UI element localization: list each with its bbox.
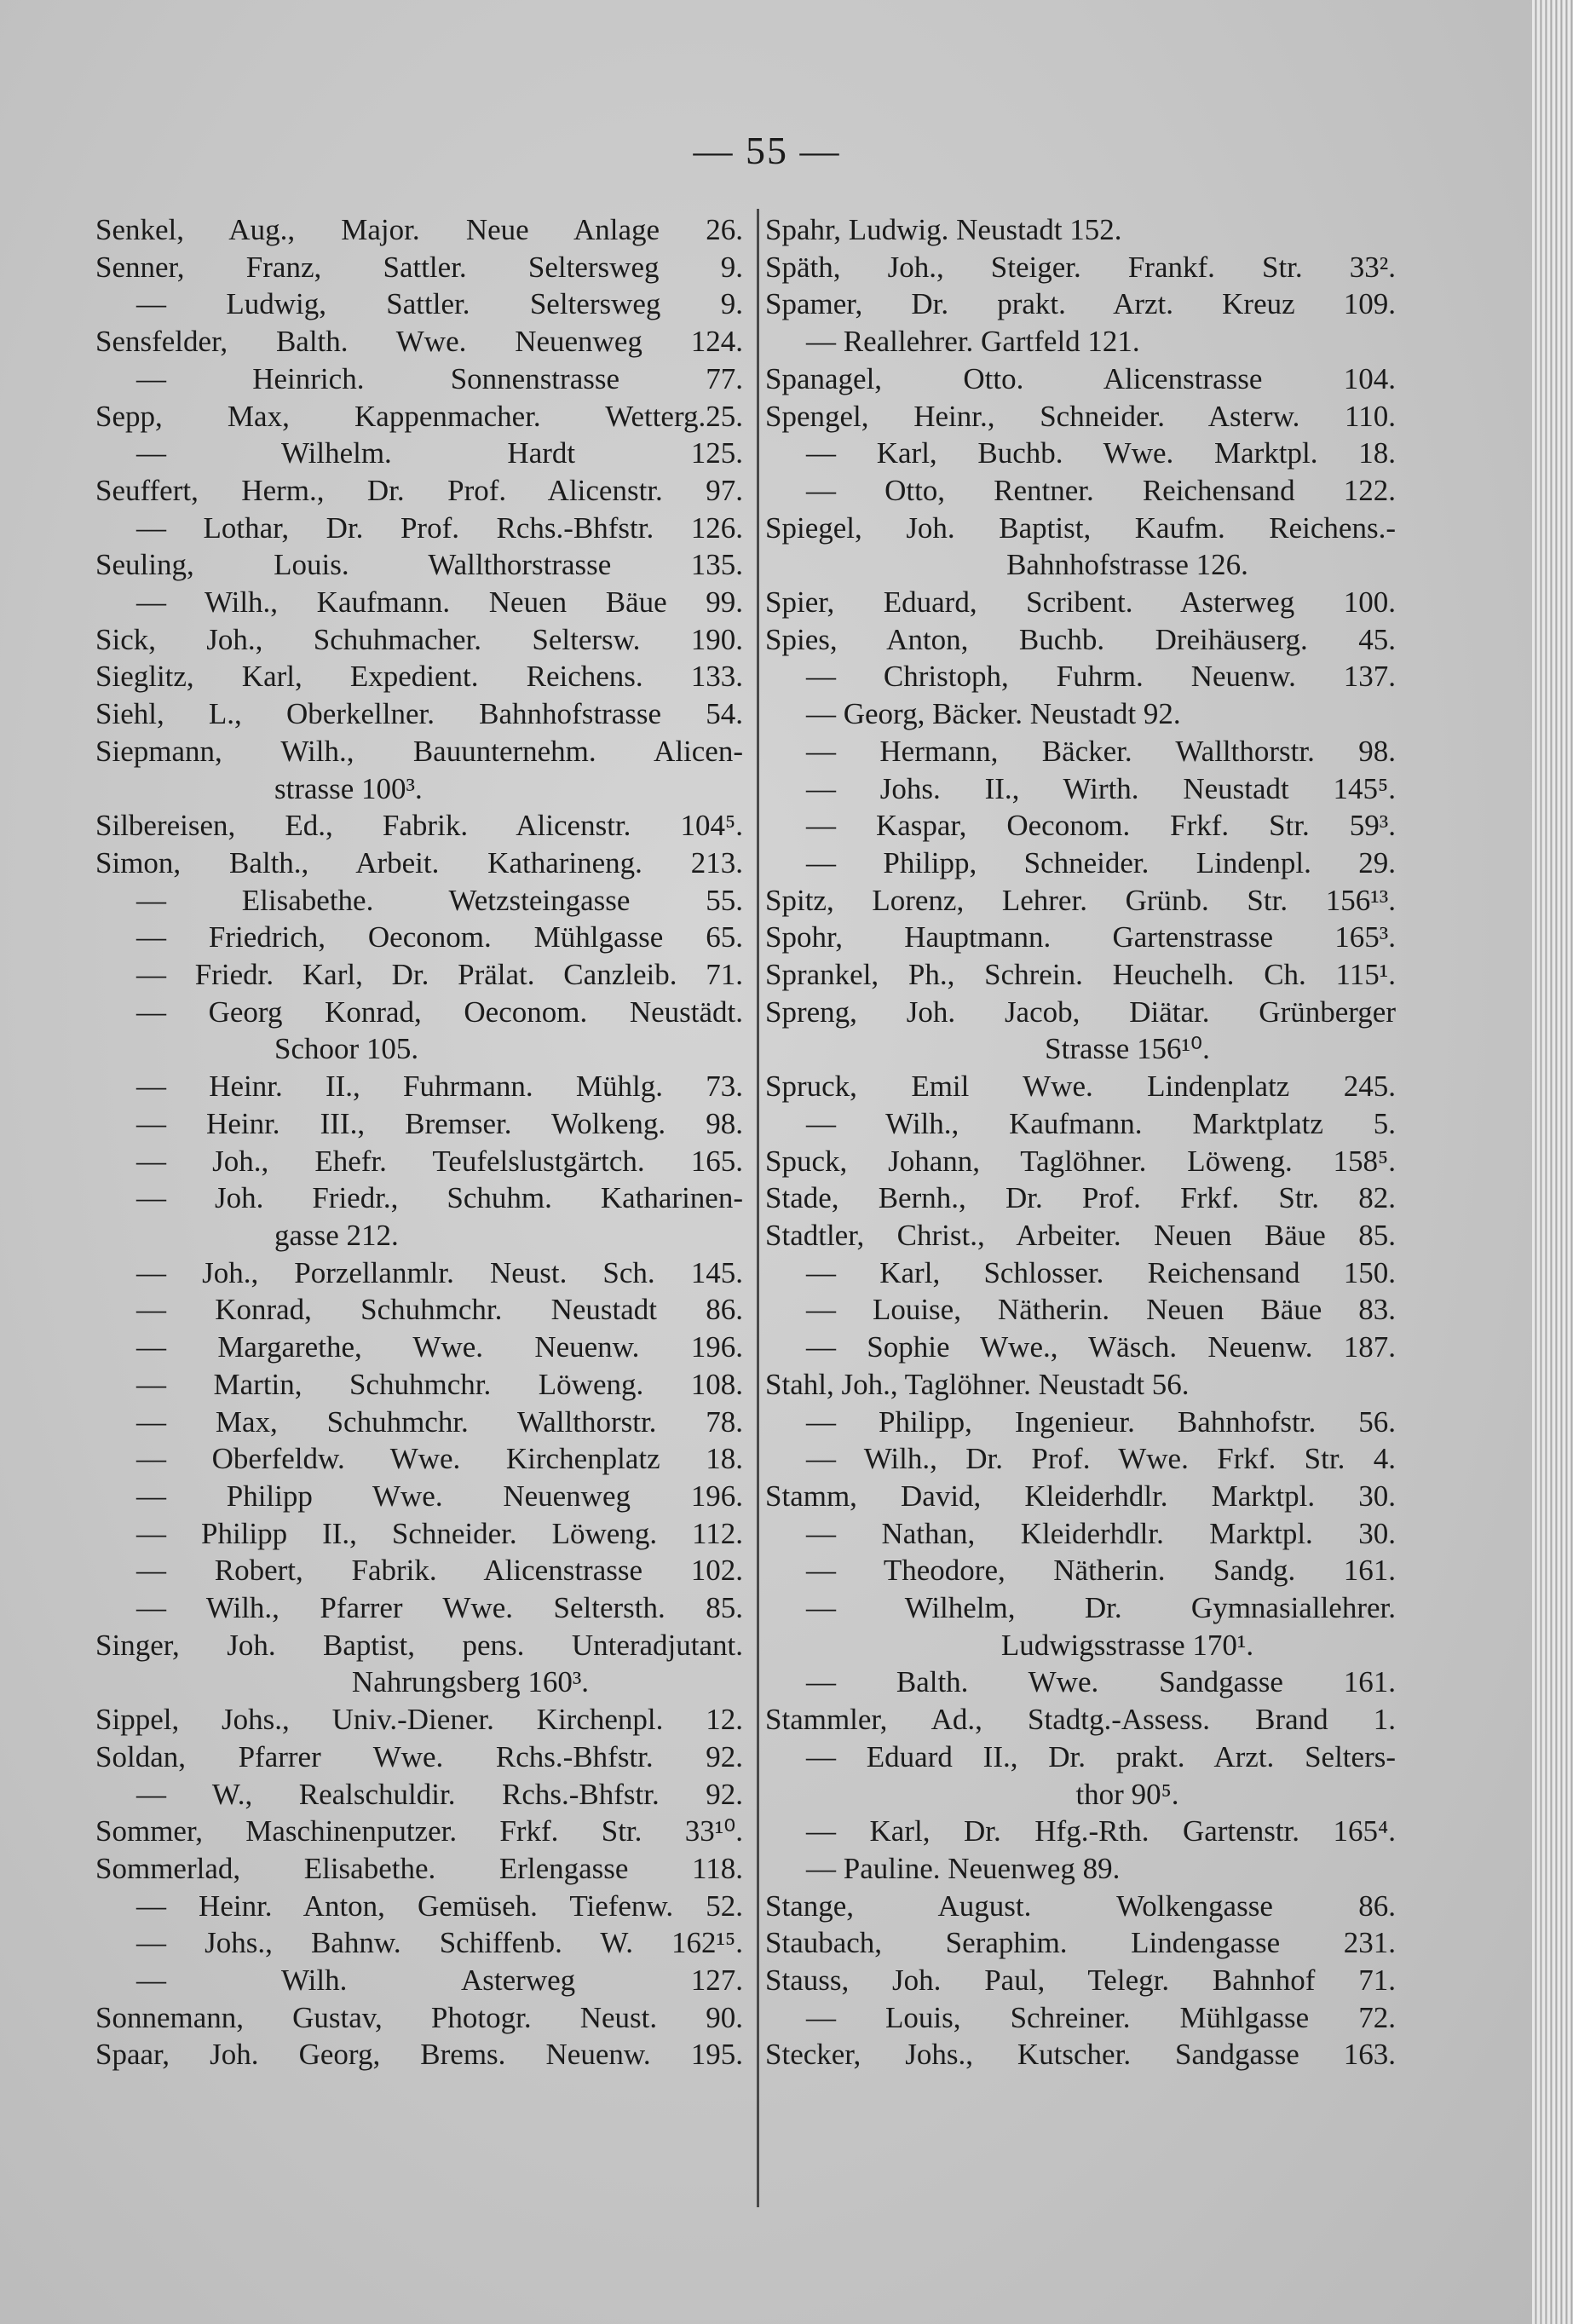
directory-entry: — Pauline. Neuenweg 89. (806, 1851, 1121, 1885)
directory-entry: — Oberfeldw. Wwe. Kirchenplatz 18. (136, 1442, 743, 1476)
directory-entry: — Heinrich. Sonnenstrasse 77. (136, 361, 743, 395)
directory-entry: — Wilhelm. Hardt 125. (136, 436, 743, 470)
directory-entry: Spengel, Heinr., Schneider. Asterw. 110. (765, 399, 1396, 433)
directory-entry: — Balth. Wwe. Sandgasse 161. (806, 1665, 1396, 1699)
directory-entry: — Philipp, Ingenieur. Bahnhofstr. 56. (806, 1404, 1396, 1439)
directory-entry: — Georg, Bäcker. Neustadt 92. (806, 697, 1181, 731)
directory-entry: Singer, Joh. Baptist, pens. Unteradjutant. (95, 1628, 743, 1662)
directory-entry: Staubach, Seraphim. Lindengasse 231. (765, 1926, 1396, 1960)
directory-entry: Spohr, Hauptmann. Gartenstrasse 165³. (765, 920, 1396, 954)
directory-entry: — Philipp, Schneider. Lindenpl. 29. (806, 845, 1396, 879)
page-edge (1532, 0, 1573, 2324)
directory-entry: — Philipp II., Schneider. Löweng. 112. (136, 1516, 743, 1550)
directory-entry: Späth, Joh., Steiger. Frankf. Str. 33². (765, 250, 1396, 284)
directory-entry: Soldan, Pfarrer Wwe. Rchs.-Bhfstr. 92. (95, 1739, 743, 1773)
directory-entry: Stadtler, Christ., Arbeiter. Neuen Bäue 85. (765, 1218, 1396, 1252)
directory-entry: — Heinr. II., Fuhrmann. Mühlg. 73. (136, 1070, 743, 1104)
directory-entry: Spanagel, Otto. Alicenstrasse 104. (765, 361, 1396, 395)
directory-entry: — Friedr. Karl, Dr. Prälat. Canzleib. 71. (136, 958, 743, 992)
directory-entry: Spies, Anton, Buchb. Dreihäuserg. 45. (765, 622, 1396, 656)
directory-entry: Sensfelder, Balth. Wwe. Neuenweg 124. (95, 325, 743, 359)
directory-entry: Stammler, Ad., Stadtg.-Assess. Brand 1. (765, 1703, 1396, 1737)
directory-entry: — Heinr. III., Bremser. Wolkeng. 98. (136, 1106, 743, 1140)
directory-entry: Sprankel, Ph., Schrein. Heuchelh. Ch. 115¹. (765, 958, 1396, 992)
page-number: — 55 — (693, 129, 841, 172)
directory-entry: Stade, Bernh., Dr. Prof. Frkf. Str. 82. (765, 1181, 1396, 1215)
directory-entry: — Wilh., Pfarrer Wwe. Seltersth. 85. (136, 1591, 743, 1625)
directory-entry: — Max, Schuhmchr. Wallthorstr. 78. (136, 1404, 743, 1439)
directory-entry: Simon, Balth., Arbeit. Katharineng. 213. (95, 845, 743, 879)
directory-entry: — Heinr. Anton, Gemüseh. Tiefenw. 52. (136, 1889, 743, 1923)
directory-entry: — Margarethe, Wwe. Neuenw. 196. (136, 1330, 743, 1364)
directory-entry: — Reallehrer. Gartfeld 121. (806, 325, 1140, 359)
directory-entry: — Joh. Friedr., Schuhm. Katharinen- (136, 1181, 743, 1215)
directory-entry: Seuffert, Herm., Dr. Prof. Alicenstr. 97. (95, 473, 743, 507)
directory-entry: — Robert, Fabrik. Alicenstrasse 102. (136, 1554, 743, 1588)
directory-entry: — Louis, Schreiner. Mühlgasse 72. (806, 2000, 1396, 2034)
directory-entry: strasse 100³. (274, 771, 423, 805)
directory-entry: — Wilhelm, Dr. Gymnasiallehrer. (806, 1591, 1396, 1625)
directory-entry: — W., Realschuldir. Rchs.-Bhfstr. 92. (136, 1777, 743, 1811)
left-column (95, 211, 743, 2073)
directory-entry: Spuck, Johann, Taglöhner. Löweng. 158⁵. (765, 1144, 1396, 1178)
directory-entry: Seuling, Louis. Wallthorstrasse 135. (95, 548, 743, 582)
directory-entry: — Joh., Porzellanmlr. Neust. Sch. 145. (136, 1255, 743, 1289)
directory-entry: — Wilh. Asterweg 127. (136, 1964, 743, 1998)
directory-entry: — Eduard II., Dr. prakt. Arzt. Selters- (806, 1739, 1396, 1773)
directory-entry: Silbereisen, Ed., Fabrik. Alicenstr. 104⁵. (95, 809, 743, 843)
directory-entry: — Theodore, Nätherin. Sandg. 161. (806, 1554, 1396, 1588)
directory-entry: — Lothar, Dr. Prof. Rchs.-Bhfstr. 126. (136, 510, 743, 545)
directory-entry: Sippel, Johs., Univ.-Diener. Kirchenpl. 12. (95, 1703, 743, 1737)
directory-entry: Siepmann, Wilh., Bauunternehm. Alicen- (95, 734, 743, 768)
directory-entry: Schoor 105. (274, 1032, 419, 1066)
directory-entry: Nahrungsberg 160³. (351, 1665, 590, 1699)
directory-entry: — Otto, Rentner. Reichensand 122. (806, 473, 1396, 507)
directory-entry: — Konrad, Schuhmchr. Neustadt 86. (136, 1293, 743, 1327)
directory-entry: Sepp, Max, Kappenmacher. Wetterg.25. (95, 399, 743, 433)
directory-entry: Spruck, Emil Wwe. Lindenplatz 245. (765, 1070, 1396, 1104)
directory-entry: Bahnhofstrasse 126. (1006, 548, 1248, 582)
directory-entry: — Martin, Schuhmchr. Löweng. 108. (136, 1367, 743, 1401)
directory-entry: thor 90⁵. (1075, 1777, 1179, 1811)
directory-entry: — Friedrich, Oeconom. Mühlgasse 65. (136, 920, 743, 954)
directory-entry: — Joh., Ehefr. Teufelslustgärtch. 165. (136, 1144, 743, 1178)
directory-entry: Senkel, Aug., Major. Neue Anlage 26. (95, 213, 743, 246)
directory-entry: Sommerlad, Elisabethe. Erlengasse 118. (95, 1851, 743, 1885)
directory-entry: — Wilh., Kaufmann. Neuen Bäue 99. (136, 585, 743, 620)
directory-entry: Spier, Eduard, Scribent. Asterweg 100. (765, 585, 1396, 620)
directory-entry: Sick, Joh., Schuhmacher. Seltersw. 190. (95, 622, 743, 656)
directory-entry: Spahr, Ludwig. Neustadt 152. (765, 213, 1122, 246)
directory-entry: gasse 212. (274, 1218, 399, 1252)
directory-entry: — Kaspar, Oeconom. Frkf. Str. 59³. (806, 809, 1396, 843)
directory-entry: — Wilh., Dr. Prof. Wwe. Frkf. Str. 4. (806, 1442, 1396, 1476)
directory-entry: Siehl, L., Oberkellner. Bahnhofstrasse 54. (95, 697, 743, 731)
right-column (757, 211, 1396, 2073)
directory-entry: Senner, Franz, Sattler. Seltersweg 9. (95, 250, 743, 284)
directory-entry: — Christoph, Fuhrm. Neuenw. 137. (806, 660, 1396, 694)
directory-entry: — Sophie Wwe., Wäsch. Neuenw. 187. (806, 1330, 1396, 1364)
directory-entry: Sommer, Maschinenputzer. Frkf. Str. 33¹⁰. (95, 1814, 743, 1848)
directory-entry: — Georg Konrad, Oeconom. Neustädt. (136, 995, 743, 1029)
directory-entry: Strasse 156¹⁰. (1045, 1032, 1210, 1066)
directory-entry: Sieglitz, Karl, Expedient. Reichens. 133. (95, 660, 743, 694)
directory-entry: — Louise, Nätherin. Neuen Bäue 83. (806, 1293, 1396, 1327)
directory-entry: — Wilh., Kaufmann. Marktplatz 5. (806, 1106, 1396, 1140)
directory-entry: — Johs. II., Wirth. Neustadt 145⁵. (806, 771, 1396, 805)
directory-entry: Stahl, Joh., Taglöhner. Neustadt 56. (765, 1367, 1190, 1401)
directory-entry: Ludwigsstrasse 170¹. (1000, 1628, 1254, 1662)
directory-entry: Spitz, Lorenz, Lehrer. Grünb. Str. 156¹³. (765, 883, 1396, 917)
directory-entry: — Elisabethe. Wetzsteingasse 55. (136, 883, 743, 917)
directory-entry: — Karl, Dr. Hfg.-Rth. Gartenstr. 165⁴. (806, 1814, 1396, 1848)
directory-entry: Spaar, Joh. Georg, Brems. Neuenw. 195. (95, 2038, 743, 2072)
directory-entry: Spamer, Dr. prakt. Arzt. Kreuz 109. (765, 287, 1396, 321)
directory-entry: — Karl, Buchb. Wwe. Marktpl. 18. (806, 436, 1396, 470)
directory-entry: Stecker, Johs., Kutscher. Sandgasse 163. (765, 2038, 1396, 2072)
directory-entry: — Johs., Bahnw. Schiffenb. W. 162¹⁵. (136, 1926, 743, 1960)
directory-entry: Spiegel, Joh. Baptist, Kaufm. Reichens.- (765, 510, 1396, 545)
directory-entry: Spreng, Joh. Jacob, Diätar. Grünberger (765, 995, 1396, 1029)
directory-entry: — Karl, Schlosser. Reichensand 150. (806, 1255, 1396, 1289)
directory-entry: Stange, August. Wolkengasse 86. (765, 1889, 1396, 1923)
directory-entry: — Philipp Wwe. Neuenweg 196. (136, 1479, 743, 1513)
directory-entry: Stamm, David, Kleiderhdlr. Marktpl. 30. (765, 1479, 1396, 1513)
directory-entry: — Hermann, Bäcker. Wallthorstr. 98. (806, 734, 1396, 768)
directory-entry: Sonnemann, Gustav, Photogr. Neust. 90. (95, 2000, 743, 2034)
directory-entry: — Ludwig, Sattler. Seltersweg 9. (136, 287, 743, 321)
directory-entry: — Nathan, Kleiderhdlr. Marktpl. 30. (806, 1516, 1396, 1550)
directory-entry: Stauss, Joh. Paul, Telegr. Bahnhof 71. (765, 1964, 1396, 1998)
